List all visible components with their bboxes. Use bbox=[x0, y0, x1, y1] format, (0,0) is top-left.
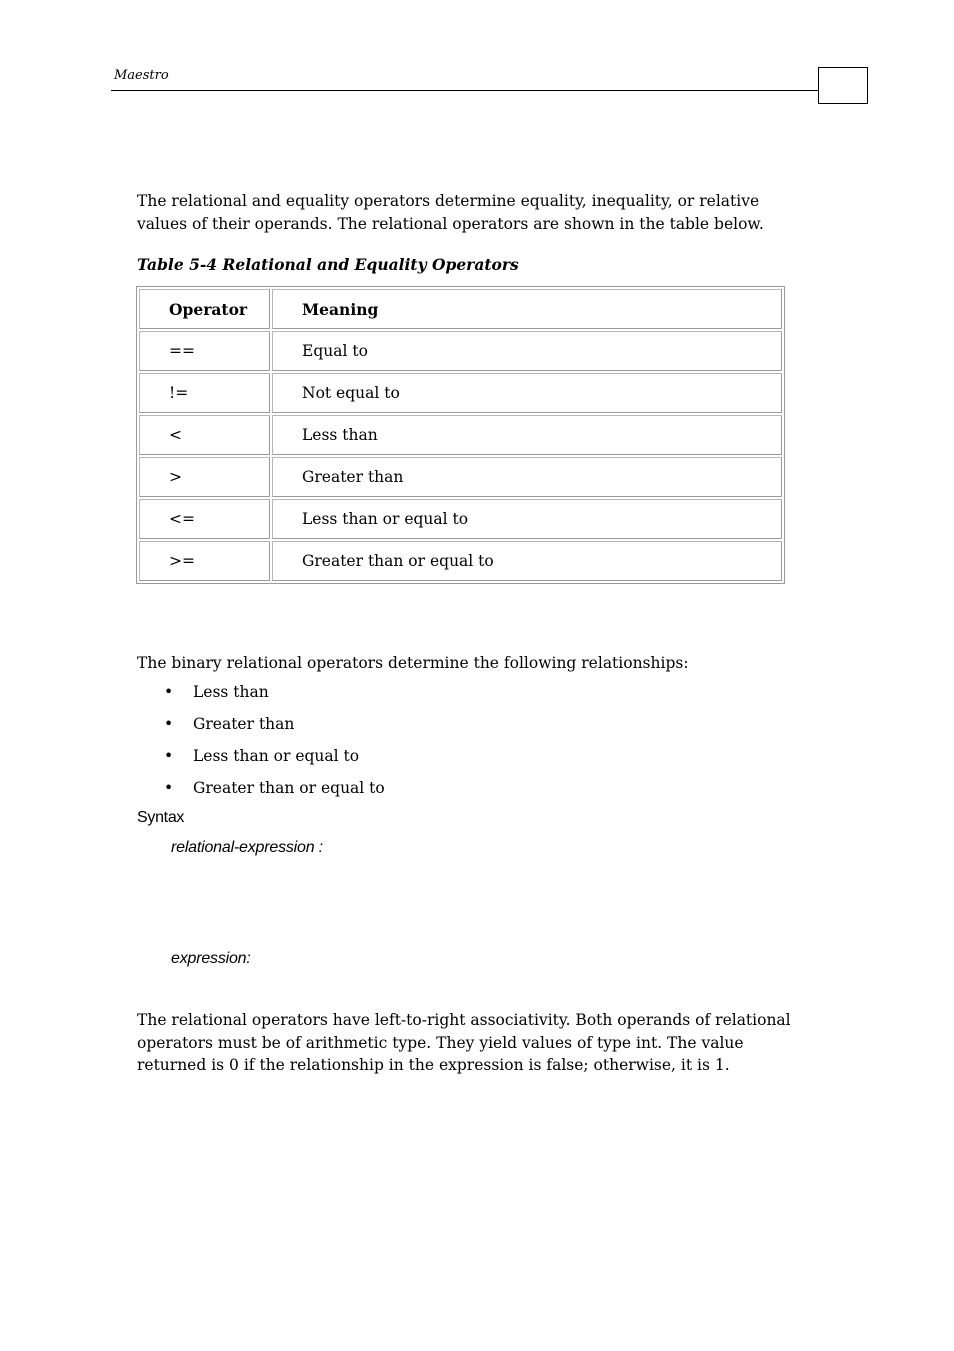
list-item-text: Less than or equal to bbox=[193, 747, 360, 765]
running-header-title: Maestro bbox=[114, 68, 169, 83]
list-item-text: Greater than or equal to bbox=[193, 779, 385, 797]
syntax-relational-expression: relational-expression : bbox=[171, 839, 323, 856]
meaning-cell: Less than bbox=[272, 415, 782, 455]
bullet-icon: • bbox=[164, 779, 174, 797]
syntax-heading: Syntax bbox=[137, 809, 185, 826]
intro-paragraph: The relational and equality operators determine equality, inequality, or relative values of their operands. The relational operators are shown in the table below. bbox=[137, 192, 764, 233]
bullet-icon: • bbox=[164, 683, 174, 701]
table-row bbox=[139, 457, 782, 497]
list-item bbox=[137, 712, 385, 744]
relationships-list bbox=[137, 680, 385, 808]
operators-table bbox=[136, 286, 785, 584]
header-rule bbox=[111, 90, 818, 91]
list-item bbox=[137, 744, 385, 776]
bullet-icon: • bbox=[164, 747, 174, 765]
syntax-expression: expression: bbox=[171, 950, 251, 967]
meaning-cell: Greater than bbox=[272, 457, 782, 497]
closing-paragraph: The relational operators have left-to-right associativity. Both operands of relational operators must be of arithmetic type. They yield values of type int. The value returned is 0 if the relationship in the expression is false; otherwise, it is 1. bbox=[137, 1011, 791, 1074]
operator-cell: >= bbox=[139, 541, 270, 581]
bullet-icon: • bbox=[164, 715, 174, 733]
table-row bbox=[139, 541, 782, 581]
table-row bbox=[139, 415, 782, 455]
column-header-meaning: Meaning bbox=[272, 289, 782, 329]
meaning-cell: Not equal to bbox=[272, 373, 782, 413]
meaning-cell: Less than or equal to bbox=[272, 499, 782, 539]
table-row bbox=[139, 373, 782, 413]
operator-cell: < bbox=[139, 415, 270, 455]
meaning-cell: Greater than or equal to bbox=[272, 541, 782, 581]
page-number-box bbox=[818, 67, 868, 104]
list-item bbox=[137, 776, 385, 808]
meaning-cell: Equal to bbox=[272, 331, 782, 371]
binary-relations-intro: The binary relational operators determine the following relationships: bbox=[137, 654, 689, 672]
column-header-operator: Operator bbox=[139, 289, 270, 329]
list-item-text: Less than bbox=[193, 683, 269, 701]
table-row bbox=[139, 331, 782, 371]
operator-cell: != bbox=[139, 373, 270, 413]
table-header-row bbox=[139, 289, 782, 329]
list-item bbox=[137, 680, 385, 712]
list-item-text: Greater than bbox=[193, 715, 295, 733]
table-row bbox=[139, 499, 782, 539]
table-caption: Table 5-4 Relational and Equality Operators bbox=[137, 255, 519, 274]
operator-cell: > bbox=[139, 457, 270, 497]
operator-cell: <= bbox=[139, 499, 270, 539]
operator-cell: == bbox=[139, 331, 270, 371]
